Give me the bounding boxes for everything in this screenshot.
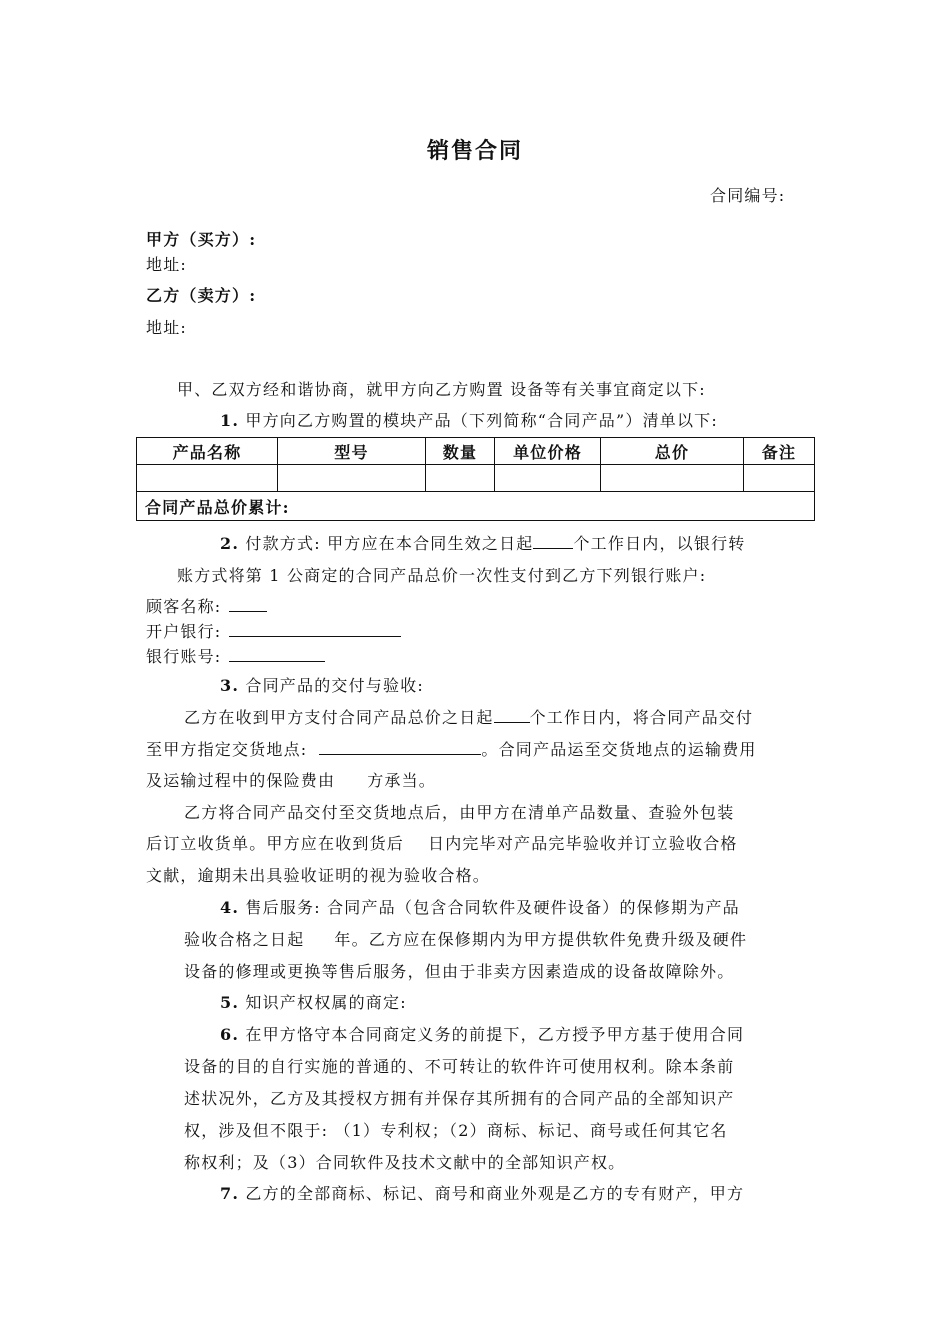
clause-6-text: 在甲方恪守本合同商定义务的前提下，乙方授予甲方基于使用合同 xyxy=(245,1025,745,1044)
clause-3-p1-line-3 xyxy=(146,771,436,791)
clause-7-line-1 xyxy=(220,1184,744,1204)
clause-3-text: 后订立收货单。甲方应在收到货后 xyxy=(146,834,405,853)
clause-3-p2-line-3: 文献，逾期未出具验收证明的视为验收合格。 xyxy=(146,866,491,885)
clause-7-text: 乙方的全部商标、标记、商号和商业外观是乙方的专有财产，甲方 xyxy=(245,1184,745,1203)
table-cell xyxy=(601,465,744,492)
clause-4-line-1 xyxy=(220,898,740,918)
header-total-price: 总价 xyxy=(601,438,744,465)
clause-2-text-a: 付款方式: 甲方应在本合同生效之日起 xyxy=(245,534,534,553)
header-product-name: 产品名称 xyxy=(137,438,278,465)
blank-days xyxy=(494,707,530,723)
header-quantity: 数量 xyxy=(426,438,495,465)
table-cell xyxy=(137,465,278,492)
clause-3-title: 合同产品的交付与验收: xyxy=(245,676,424,695)
blank-days xyxy=(533,533,573,549)
clause-2-text-b: 个工作日内，以银行转 xyxy=(573,534,746,553)
clause-3-p2-line-1: 乙方将合同产品交付至交货地点后，由甲方在清单产品数量、查验外包装 xyxy=(184,803,735,822)
delivery-location-blank xyxy=(319,739,481,755)
clause-7-number: 7. xyxy=(220,1184,240,1203)
clause-2-line-1 xyxy=(220,533,746,554)
product-table xyxy=(136,437,815,521)
clause-3-p1-line-1 xyxy=(184,707,753,728)
party-a-label: 甲方（买方）: xyxy=(146,230,257,249)
clause-6-line-5: 称权利；及（3）合同软件及技术文献中的全部知识产权。 xyxy=(184,1153,626,1172)
contract-number-label: 合同编号: xyxy=(710,186,786,205)
customer-name-line xyxy=(146,596,267,617)
bank-line xyxy=(146,621,401,642)
header-model: 型号 xyxy=(278,438,426,465)
account-label: 银行账号: xyxy=(146,647,222,666)
clause-3-text: 方承当。 xyxy=(367,771,437,790)
party-a-address-label: 地址: xyxy=(146,255,187,274)
clause-3-number: 3. xyxy=(220,676,240,695)
clause-4-number: 4. xyxy=(220,898,240,917)
header-remarks: 备注 xyxy=(744,438,815,465)
clause-1-number: 1. xyxy=(220,411,240,430)
clause-6-line-1 xyxy=(220,1025,744,1045)
clause-3-p2-line-2 xyxy=(146,834,738,854)
clause-3-text: 日内完毕对产品完毕验收并订立验收合格 xyxy=(428,834,738,853)
account-blank xyxy=(229,646,325,662)
clause-4-text: 年。乙方应在保修期内为甲方提供软件免费升级及硬件 xyxy=(334,930,748,949)
clause-5 xyxy=(220,993,407,1013)
intro-paragraph: 甲、乙双方经和谐协商，就甲方向乙方购置 设备等有关事宜商定以下: xyxy=(177,380,706,399)
account-line xyxy=(146,646,325,667)
clause-5-text: 知识产权权属的商定: xyxy=(245,993,407,1012)
clause-3-p1-line-2 xyxy=(146,739,757,760)
clause-3-text: 至甲方指定交货地点: xyxy=(146,740,308,759)
party-b-address-label: 地址: xyxy=(146,318,187,337)
clause-3-title-line xyxy=(220,676,424,696)
clause-1-text: 甲方向乙方购置的模块产品（下列简称“合同产品”）清单以下: xyxy=(245,411,718,430)
table-cell xyxy=(744,465,815,492)
customer-name-label: 顾客名称: xyxy=(146,597,222,616)
clause-2-line-2: 账方式将第 1 公商定的合同产品总价一次性支付到乙方下列银行账户: xyxy=(177,566,707,585)
clause-6-line-3: 述状况外，乙方及其授权方拥有并保存其所拥有的合同产品的全部知识产 xyxy=(184,1089,735,1108)
clause-3-text: 个工作日内，将合同产品交付 xyxy=(529,708,754,727)
clause-5-number: 5. xyxy=(220,993,240,1012)
bank-blank xyxy=(229,621,401,637)
product-table-header-row xyxy=(137,438,815,465)
party-b-label: 乙方（卖方）: xyxy=(146,286,257,305)
page-title: 销售合同 xyxy=(426,138,523,164)
customer-name-blank xyxy=(229,596,267,612)
header-unit-price: 单位价格 xyxy=(495,438,601,465)
clause-3-text: 。合同产品运至交货地点的运输费用 xyxy=(481,740,757,759)
table-row xyxy=(137,465,815,492)
clause-3-text: 乙方在收到甲方支付合同产品总价之日起 xyxy=(184,708,494,727)
clause-4-line-2 xyxy=(184,930,747,950)
bank-label: 开户银行: xyxy=(146,622,222,641)
clause-6-number: 6. xyxy=(220,1025,240,1044)
clause-2-number: 2. xyxy=(220,534,240,553)
table-cell xyxy=(278,465,426,492)
clause-6-line-4: 权，涉及但不限于: （1）专利权；（2）商标、标记、商号或任何其它名 xyxy=(184,1121,728,1140)
clause-3-text: 及运输过程中的保险费由 xyxy=(146,771,336,790)
table-total-row xyxy=(137,492,815,521)
table-cell xyxy=(495,465,601,492)
total-label: 合同产品总价累计: xyxy=(137,492,815,521)
clause-4-text: 售后服务: 合同产品（包含合同软件及硬件设备）的保修期为产品 xyxy=(245,898,740,917)
table-cell xyxy=(426,465,495,492)
clause-4-text: 验收合格之日起 xyxy=(184,930,305,949)
clause-6-line-2: 设备的目的自行实施的普通的、不可转让的软件许可使用权利。除本条前 xyxy=(184,1057,735,1076)
clause-1 xyxy=(220,411,718,431)
clause-4-line-3: 设备的修理或更换等售后服务，但由于非卖方因素造成的设备故障除外。 xyxy=(184,962,735,981)
